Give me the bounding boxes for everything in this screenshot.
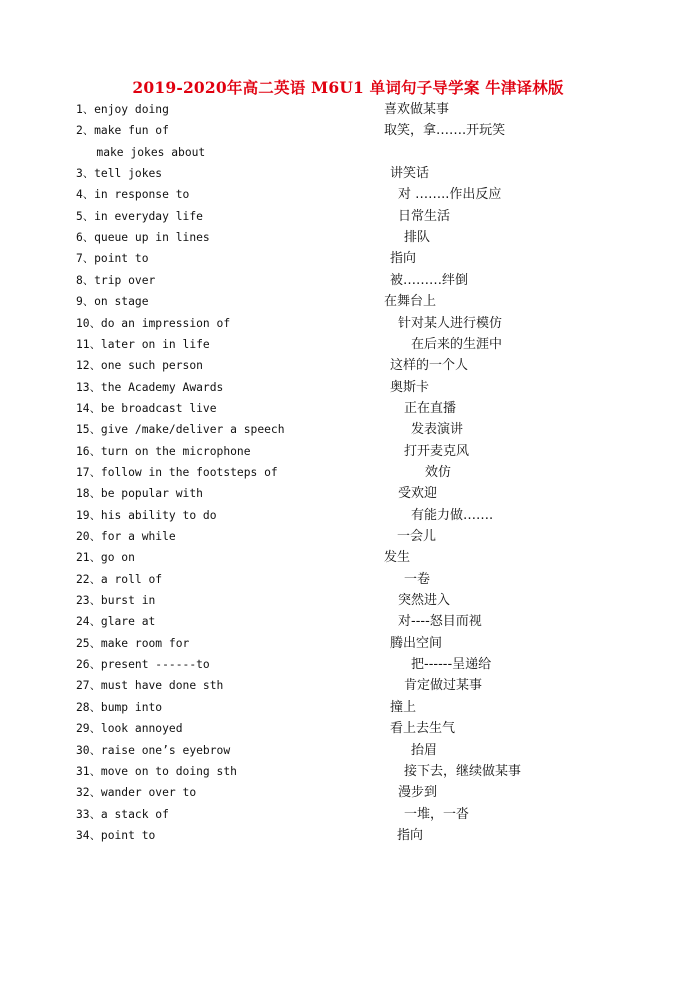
english-phrase: 8、trip over: [76, 273, 156, 287]
list-item: [0, 633, 696, 654]
list-item: [0, 334, 696, 355]
chinese-meaning: 指向: [397, 827, 424, 843]
list-item: [0, 184, 696, 205]
english-phrase: make jokes about: [76, 145, 206, 159]
chinese-meaning: 对----怒目而视: [398, 614, 482, 630]
chinese-meaning: 接下去，继续做某事: [404, 763, 522, 779]
chinese-meaning: 抬眉: [411, 742, 438, 758]
chinese-meaning: 被………绊倒: [390, 272, 469, 288]
chinese-meaning: 一堆，一沓: [404, 806, 470, 822]
list-item: [0, 355, 696, 376]
chinese-meaning: 发生: [384, 550, 411, 566]
chinese-meaning: 有能力做…….: [411, 507, 494, 523]
list-item: [0, 761, 696, 782]
list-item: [0, 569, 696, 590]
english-phrase: 28、bump into: [76, 700, 163, 714]
list-item: [0, 526, 696, 547]
english-phrase: 5、in everyday life: [76, 209, 203, 223]
english-phrase: 17、follow in the footsteps of: [76, 465, 278, 479]
chinese-meaning: 指向: [390, 251, 417, 267]
list-item: [0, 120, 696, 141]
list-item: [0, 419, 696, 440]
english-phrase: 6、queue up in lines: [76, 231, 210, 245]
chinese-meaning: 喜欢做某事: [384, 102, 450, 117]
list-item: [0, 248, 696, 269]
chinese-meaning: 针对某人进行模仿: [398, 315, 503, 331]
list-item: [0, 718, 696, 739]
chinese-meaning: 这样的一个人: [390, 358, 469, 374]
list-item: [0, 825, 696, 846]
chinese-meaning: 效仿: [425, 464, 452, 480]
english-phrase: 33、a stack of: [76, 807, 169, 821]
list-item: [0, 611, 696, 632]
english-phrase: 16、turn on the microphone: [76, 444, 251, 458]
list-item: [0, 697, 696, 718]
english-phrase: 22、a roll of: [76, 572, 163, 586]
english-phrase: 20、for a while: [76, 530, 176, 543]
chinese-meaning: 看上去生气: [390, 721, 456, 737]
list-item: [0, 675, 696, 696]
list-item: [0, 270, 696, 291]
list-item: [0, 313, 696, 334]
english-phrase: 7、point to: [76, 252, 149, 266]
english-phrase: 15、give /make/deliver a speech: [76, 423, 285, 437]
english-phrase: 18、be popular with: [76, 487, 203, 501]
english-phrase: 31、move on to doing sth: [76, 764, 237, 778]
chinese-meaning: 排队: [404, 230, 431, 246]
english-phrase: 32、wander over to: [76, 786, 197, 800]
list-item: [0, 206, 696, 227]
chinese-meaning: 漫步到: [398, 785, 438, 801]
english-phrase: 11、later on in life: [76, 337, 210, 351]
chinese-meaning: 一会儿: [397, 529, 437, 544]
english-phrase: 30、raise one’s eyebrow: [76, 743, 231, 757]
chinese-meaning: 讲笑话: [390, 166, 430, 182]
chinese-meaning: 打开麦克风: [404, 443, 470, 459]
chinese-meaning: 受欢迎: [398, 486, 438, 502]
chinese-meaning: 发表演讲: [411, 422, 464, 438]
english-phrase: 4、in response to: [76, 188, 190, 202]
list-item: [0, 654, 696, 675]
english-phrase: 2、make fun of: [76, 124, 169, 138]
english-phrase: 14、be broadcast live: [76, 401, 217, 415]
chinese-meaning: 把------呈递给: [411, 657, 492, 673]
chinese-meaning: 奥斯卡: [390, 379, 430, 395]
english-phrase: 27、must have done sth: [76, 679, 224, 693]
list-item: [0, 291, 696, 312]
list-item: [0, 398, 696, 419]
english-phrase: 3、tell jokes: [76, 167, 163, 181]
english-phrase: 23、burst in: [76, 594, 156, 608]
chinese-meaning: 在舞台上: [384, 294, 437, 310]
english-phrase: 21、go on: [76, 551, 135, 565]
english-phrase: 34、point to: [76, 828, 156, 842]
english-phrase: 26、present ------to: [76, 658, 210, 672]
list-item: [0, 142, 696, 163]
list-item: [0, 782, 696, 803]
list-item: [0, 227, 696, 248]
chinese-meaning: 日常生活: [398, 208, 451, 224]
chinese-meaning: 撞上: [390, 699, 417, 715]
english-phrase: 9、on stage: [76, 295, 149, 309]
list-item: [0, 505, 696, 526]
list-item: [0, 483, 696, 504]
chinese-meaning: 肯定做过某事: [404, 678, 483, 694]
list-item: [0, 804, 696, 825]
chinese-meaning: 在后来的生涯中: [411, 336, 503, 352]
english-phrase: 13、the Academy Awards: [76, 380, 224, 394]
english-phrase: 29、look annoyed: [76, 722, 183, 736]
chinese-meaning: 突然进入: [398, 593, 451, 609]
list-item: [0, 462, 696, 483]
chinese-meaning: 一卷: [404, 571, 431, 587]
list-item: [0, 163, 696, 184]
list-item: [0, 740, 696, 761]
list-item: [0, 547, 696, 568]
english-phrase: 12、one such person: [76, 359, 203, 373]
list-item: [0, 99, 696, 120]
list-item: [0, 377, 696, 398]
chinese-meaning: 腾出空间: [390, 635, 443, 651]
list-item: [0, 590, 696, 611]
chinese-meaning: 对 ……..作出反应: [398, 187, 502, 203]
english-phrase: 24、glare at: [76, 615, 156, 629]
english-phrase: 1、enjoy doing: [76, 103, 169, 116]
chinese-meaning: 正在直播: [404, 400, 457, 416]
english-phrase: 10、do an impression of: [76, 316, 231, 330]
page-title: 2019-2020年高二英语 M6U1 单词句子导学案 牛津译林版: [132, 78, 564, 97]
english-phrase: 19、his ability to do: [76, 508, 217, 522]
english-phrase: 25、make room for: [76, 636, 190, 650]
list-item: [0, 441, 696, 462]
chinese-meaning: 取笑，拿…….开玩笑: [384, 123, 506, 139]
